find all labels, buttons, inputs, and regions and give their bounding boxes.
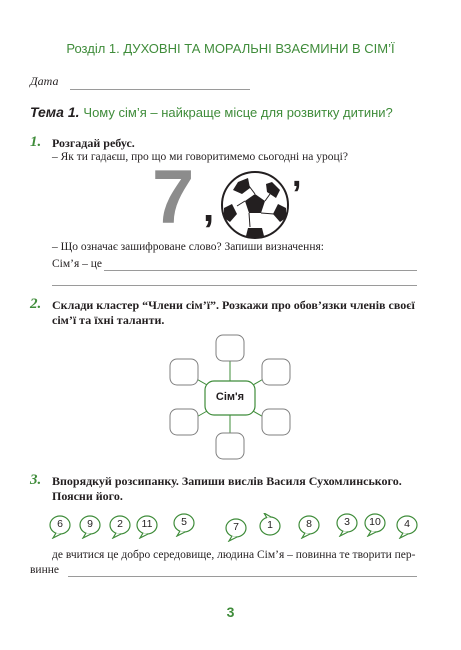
topic-label: Тема 1. xyxy=(30,104,80,120)
task1-answer-line[interactable] xyxy=(104,270,417,271)
task2-title-line2: сім’ї та їхні таланти. xyxy=(52,313,165,327)
bubble-number: 5 xyxy=(181,516,187,528)
task1-answer-label: Сім’я – це xyxy=(52,258,103,270)
number-bubble xyxy=(259,513,281,542)
cluster-center-label: Сім'я xyxy=(215,391,245,403)
bubble-number: 4 xyxy=(404,518,410,530)
number-bubble xyxy=(396,515,418,544)
soccer-ball-icon xyxy=(220,170,290,240)
task1-answer-line-2[interactable] xyxy=(52,285,417,286)
number-bubble xyxy=(336,513,358,542)
task3-words-line2: винне xyxy=(30,564,59,576)
number-bubble xyxy=(109,515,131,544)
rebus-digit: 7 xyxy=(152,155,195,240)
bubble-number: 1 xyxy=(267,519,273,531)
number-bubble xyxy=(49,515,71,544)
number-bubble xyxy=(136,515,158,544)
task1-title: Розгадай ребус. xyxy=(52,136,135,150)
bubble-number: 10 xyxy=(369,516,381,528)
topic-title: Чому сім’я – найкраще місце для розвитку дитини? xyxy=(83,105,393,120)
number-bubble xyxy=(79,515,101,544)
bubble-number: 7 xyxy=(233,521,239,533)
number-bubble xyxy=(225,518,247,547)
task1-question: – Як ти гадаєш, про що ми говоритимемо сьогодні на уроці? xyxy=(52,151,348,163)
task3-words-line1: де вчитися це добро середовище, людина Сім’я – повинна те творити пер- xyxy=(52,549,416,561)
task3-title-line2: Поясни його. xyxy=(52,489,123,503)
number-bubble xyxy=(173,513,195,542)
page-number: 3 xyxy=(226,604,235,620)
section-heading: Розділ 1. ДУХОВНІ ТА МОРАЛЬНІ ВЗАЄМИНИ В СІМ’Ї xyxy=(66,41,395,56)
task2-number: 2. xyxy=(30,296,42,312)
date-label: Дата xyxy=(30,74,59,88)
number-bubble xyxy=(364,513,386,542)
bubble-number: 8 xyxy=(306,518,312,530)
task3-number: 3. xyxy=(30,472,42,488)
bubble-number: 6 xyxy=(57,518,63,530)
bubble-number: 11 xyxy=(141,518,153,530)
topic-heading xyxy=(30,104,393,120)
task2-title-line1: Склади кластер “Члени сім’ї”. Розкажи про обов’язки членів своєї xyxy=(52,298,415,312)
rebus-comma-right: , xyxy=(292,156,302,194)
bubble-number: 2 xyxy=(117,518,123,530)
task3-title-line1: Впорядкуй розсипанку. Запиши вислів Василя Сухомлинського. xyxy=(52,474,402,488)
bubble-number: 9 xyxy=(87,518,93,530)
rebus-comma-left: , xyxy=(203,186,215,230)
date-line[interactable] xyxy=(70,89,250,90)
task3-answer-line[interactable] xyxy=(68,576,417,577)
task1-number: 1. xyxy=(30,134,42,150)
number-bubble xyxy=(298,515,320,544)
bubble-number: 3 xyxy=(344,516,350,528)
task1-prompt: – Що означає зашифроване слово? Запиши визначення: xyxy=(52,241,324,253)
